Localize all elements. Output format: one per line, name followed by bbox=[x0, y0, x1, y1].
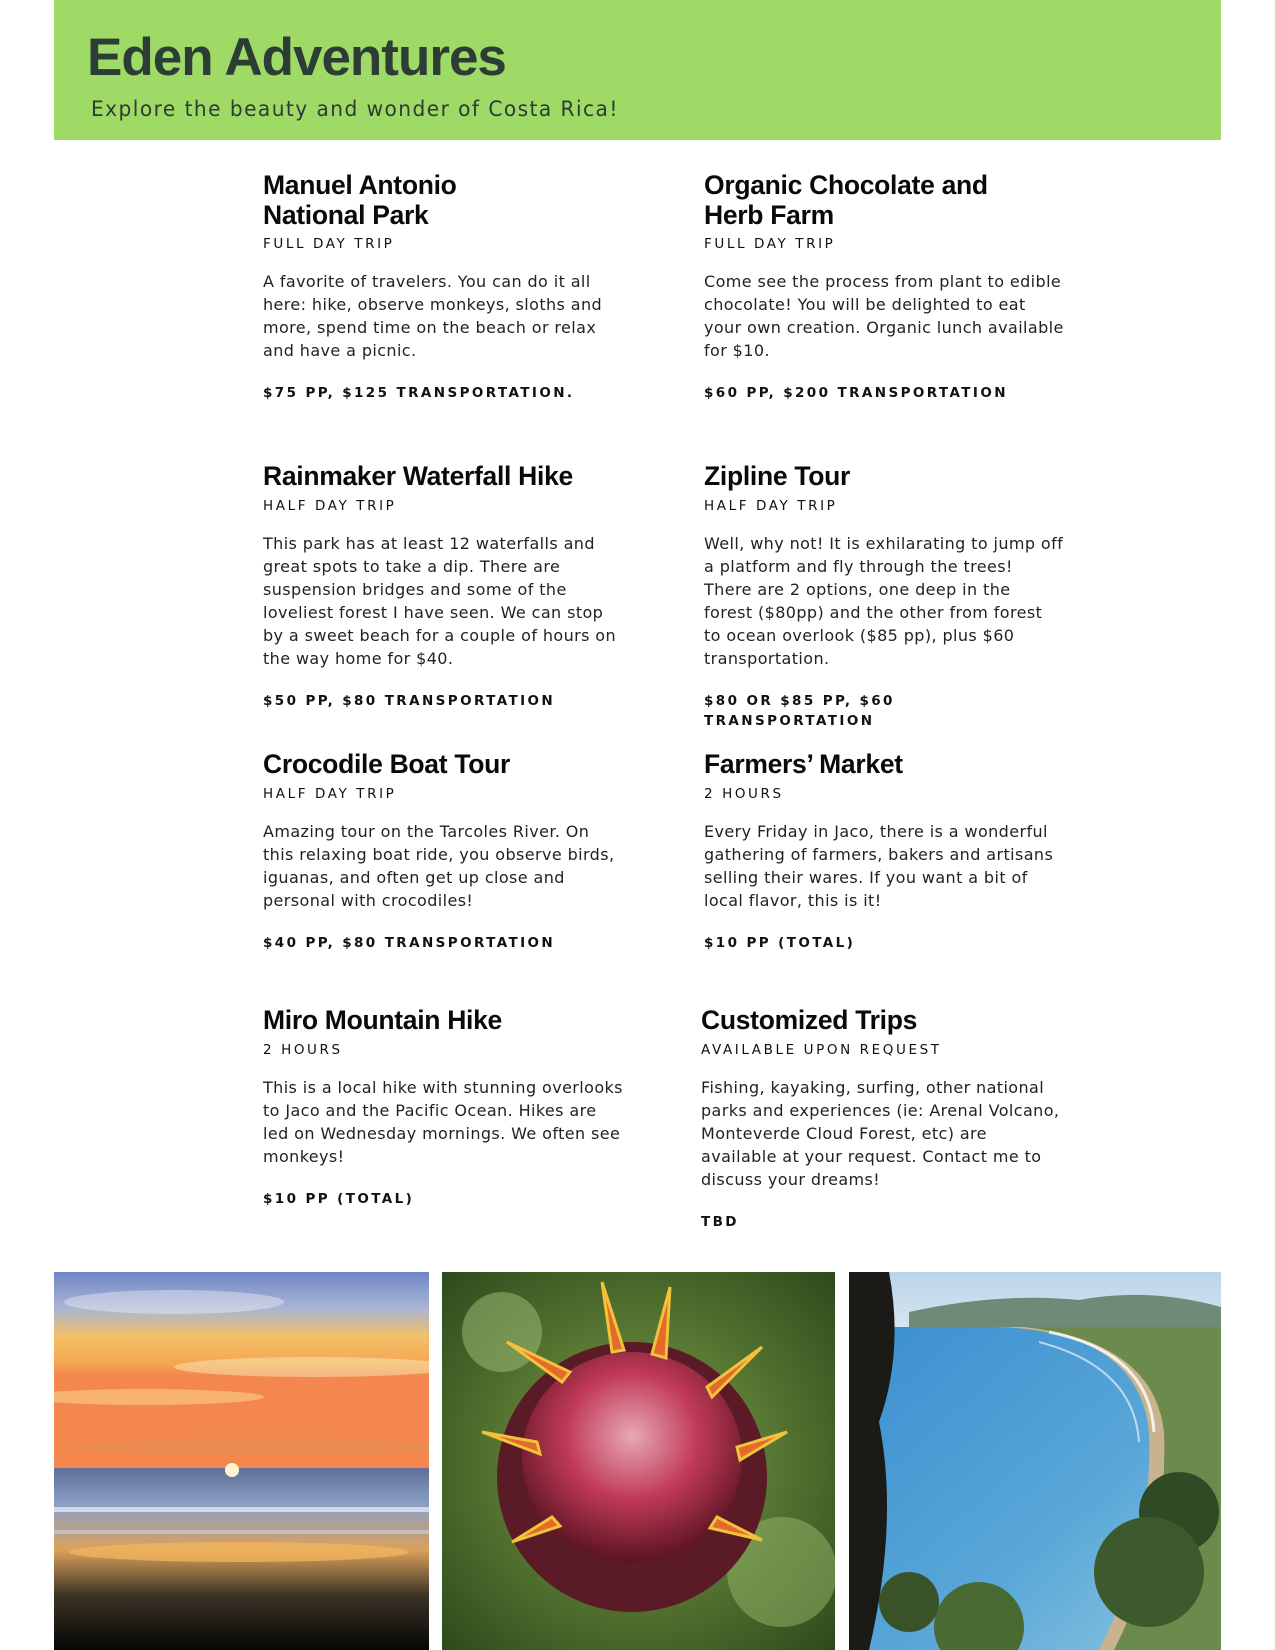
tour-card bbox=[704, 750, 1064, 953]
tour-title: Miro Mountain Hike bbox=[263, 1005, 502, 1035]
tour-price: TBD bbox=[701, 1213, 739, 1230]
tour-title: Organic Chocolate and Herb Farm bbox=[704, 170, 988, 230]
tour-card bbox=[704, 171, 1064, 403]
tour-card bbox=[263, 750, 623, 953]
tour-description: Well, why not! It is exhilarating to jump off a platform and fly through the trees! There are 2 options, one deep in the forest ($80pp) and the other from forest to ocean overlook ($85 pp), plus $60 transportation. bbox=[704, 533, 1064, 668]
tour-card bbox=[263, 1006, 623, 1209]
tour-description: This is a local hike with stunning overlooks to Jaco and the Pacific Ocean. Hikes are led on Wednesday mornings. We often see monkeys! bbox=[263, 1077, 623, 1166]
tour-price: $60 PP, $200 TRANSPORTATION bbox=[704, 385, 1008, 401]
bay-icon bbox=[849, 1272, 1221, 1650]
tour-price: $40 PP, $80 TRANSPORTATION bbox=[263, 934, 556, 951]
tour-price: $10 PP (TOTAL) bbox=[704, 934, 856, 951]
tour-description: A favorite of travelers. You can do it all here: hike, observe monkeys, sloths and more, spend time on the beach or relax and have a picnic. bbox=[263, 272, 603, 360]
tour-description: Come see the process from plant to edible chocolate! You will be delighted to eat your own creation. Organic lunch available for $10. bbox=[704, 272, 1064, 360]
tour-description: Fishing, kayaking, surfing, other national parks and experiences (ie: Arenal Volcano, Monteverde Cloud Forest, etc) are available at your request. Contact me to discuss your dreams! bbox=[701, 1077, 1060, 1189]
tour-title: Crocodile Boat Tour bbox=[263, 749, 511, 779]
tropical-flower-photo bbox=[442, 1272, 835, 1650]
tour-price: $80 OR $85 PP, $60 TRANSPORTATION bbox=[704, 692, 895, 729]
tour-duration: HALF DAY TRIP bbox=[263, 497, 397, 514]
tour-title: Rainmaker Waterfall Hike bbox=[263, 461, 573, 491]
brand-title: Eden Adventures bbox=[87, 28, 506, 87]
tour-title: Farmers’ Market bbox=[704, 749, 903, 779]
tour-duration: FULL DAY TRIP bbox=[263, 236, 395, 252]
tour-price: $75 PP, $125 TRANSPORTATION. bbox=[263, 385, 575, 401]
tour-title: Customized Trips bbox=[701, 1005, 918, 1035]
tour-duration: HALF DAY TRIP bbox=[263, 785, 397, 802]
tour-card bbox=[263, 462, 623, 711]
tour-price: $10 PP (TOTAL) bbox=[263, 1190, 415, 1207]
flower-icon bbox=[442, 1272, 835, 1650]
page-header bbox=[54, 0, 1221, 140]
tour-duration: 2 HOURS bbox=[263, 1041, 343, 1058]
jaco-bay-photo bbox=[849, 1272, 1221, 1650]
tour-card bbox=[263, 171, 623, 403]
tour-duration: AVAILABLE UPON REQUEST bbox=[701, 1041, 942, 1058]
tour-duration: HALF DAY TRIP bbox=[704, 497, 838, 514]
tour-title: Manuel Antonio National Park bbox=[263, 170, 457, 230]
tour-description: Every Friday in Jaco, there is a wonderful gathering of farmers, bakers and artisans selling their wares. If you want a bit of local flavor, this is it! bbox=[704, 821, 1054, 910]
tour-price: $50 PP, $80 TRANSPORTATION bbox=[263, 692, 556, 709]
tour-duration: 2 HOURS bbox=[704, 785, 784, 802]
tour-card bbox=[701, 1006, 1066, 1232]
brand-tagline: Explore the beauty and wonder of Costa Rica! bbox=[91, 97, 619, 121]
tour-description: Amazing tour on the Tarcoles River. On this relaxing boat ride, you observe birds, iguanas, and often get up close and personal with crocodiles! bbox=[263, 821, 615, 910]
tour-description: This park has at least 12 waterfalls and great spots to take a dip. There are suspension bridges and some of the loveliest forest I have seen. We can stop by a sweet beach for a couple of hours on the way home for $40. bbox=[263, 533, 617, 668]
sunset-beach-photo bbox=[54, 1272, 429, 1650]
tour-card bbox=[704, 462, 1064, 731]
tour-duration: FULL DAY TRIP bbox=[704, 236, 836, 252]
tour-title: Zipline Tour bbox=[704, 461, 851, 491]
sunset-icon bbox=[54, 1272, 429, 1650]
